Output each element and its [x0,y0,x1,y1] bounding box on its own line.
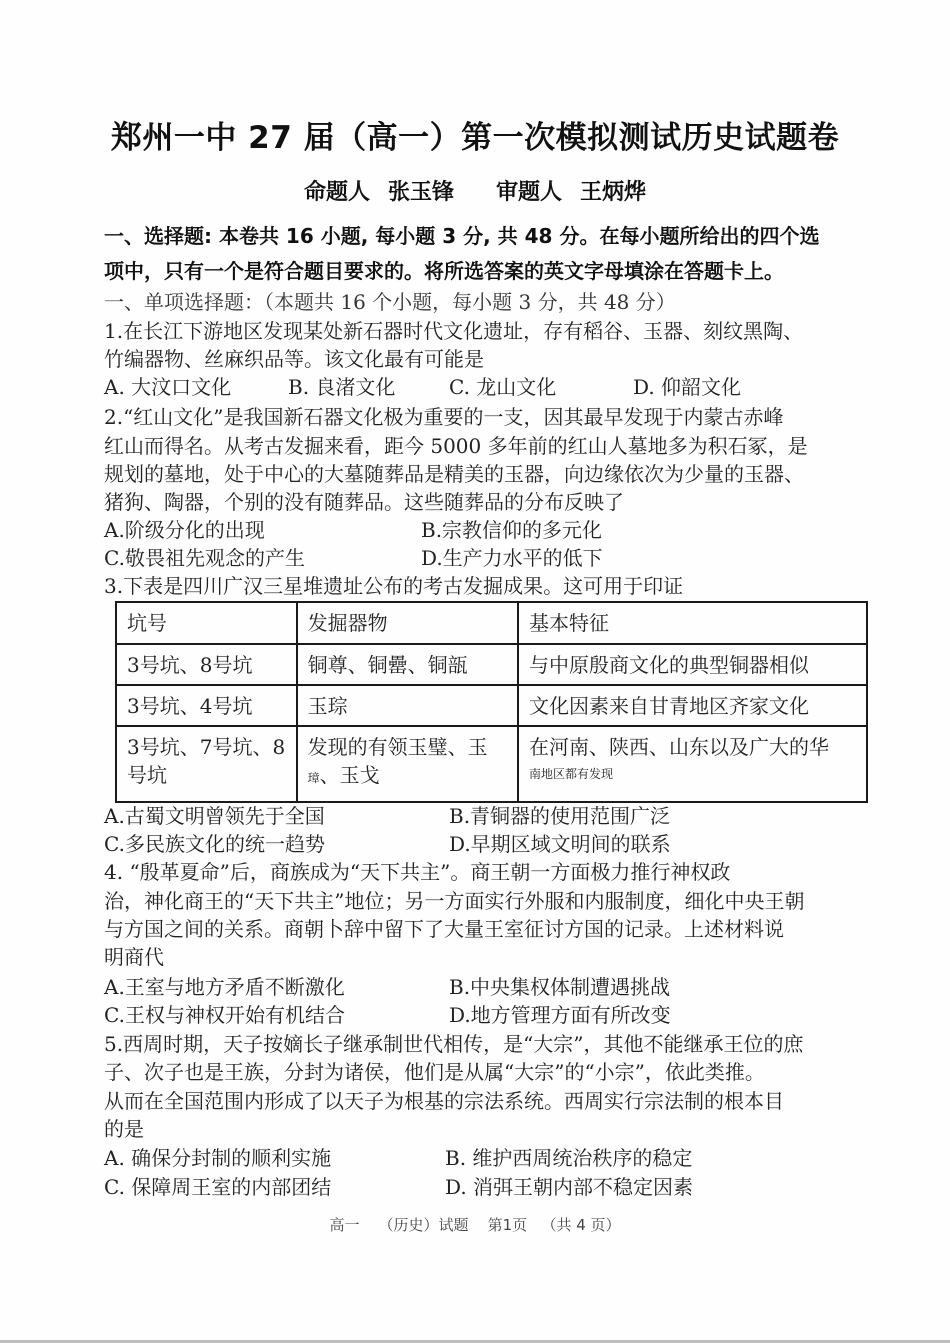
section-subheading: 一、单项选择题：（本题共 16 个小题，每小题 3 分，共 48 分） [104,290,676,314]
table-cell-line: 在河南、陕西、山东以及广大的华 [529,735,829,759]
reviewer-label: 审题人 [496,180,563,205]
question-5-option-b[interactable]: B. 维护西周统治秩序的稳定 [445,1146,693,1170]
table-cell: 文化因素来自甘青地区齐家文化 [518,685,867,726]
question-1-stem-line-1: 1.在长江下游地区发现某处新石器时代文化遗址，存有稻谷、玉器、刻纹黑陶、 [104,319,804,343]
question-5-option-c[interactable]: C. 保障周王室的内部团结 [104,1175,332,1199]
table-cell: 铜尊、铜罍、铜瓿 [297,644,518,685]
table-row [116,685,867,726]
question-3-option-b[interactable]: B.青铜器的使用范围广泛 [449,804,671,828]
question-1-option-c[interactable]: C. 龙山文化 [449,375,557,399]
page-title: 郑州一中 27 届（高一）第一次模拟测试历史试题卷 [110,120,840,156]
question-4-option-b[interactable]: B.中央集权体制遭遇挑战 [449,975,671,999]
question-3-option-a[interactable]: A.古蜀文明曾领先于全国 [104,804,325,828]
question-1-option-d[interactable]: D. 仰韶文化 [633,375,742,399]
question-3-option-c[interactable]: C.多民族文化的统一趋势 [104,832,325,856]
table-cell [116,726,297,802]
section-instructions-line-2: 项中，只有一个是符合题目要求的。将所选答案的英文字母填涂在答题卡上。 [104,259,784,283]
table-row [116,726,867,802]
reviewer-name: 王炳烨 [580,180,647,205]
table-cell: 玉琮 [297,685,518,726]
setter-label: 命题人 [303,180,370,205]
excavation-table [115,601,868,803]
question-5-stem-line-4: 的是 [104,1117,144,1141]
question-2-stem-line-1: 2.“红山文化”是我国新石器文化极为重要的一支，因其最早发现于内蒙古赤峰 [104,405,784,429]
section-instructions-line-1: 一、选择题: 本卷共 16 小题, 每小题 3 分, 共 48 分。在每小题所给出的四个选 [104,224,820,248]
question-2-stem-line-4: 猪狗、陶器，个别的没有随葬品。这些随葬品的分布反映了 [104,490,624,514]
question-2-stem-line-2: 红山而得名。从考古发掘来看，距今 5000 多年前的红山人墓地多为积石冢，是 [104,434,808,458]
table-cell-line: 号坑 [127,763,167,787]
question-4-option-c[interactable]: C.王权与神权开始有机结合 [104,1003,345,1027]
question-5-option-a[interactable]: A. 确保分封制的顺利实施 [104,1146,332,1170]
question-5-stem-line-2: 子、次子也是王族，分封为诸侯，他们是从属“大宗”的“小宗”，依此类推。 [104,1060,765,1084]
table-cell-small-text: 南地区都有发现 [529,767,614,781]
question-1-option-a[interactable]: A. 大汶口文化 [104,375,232,399]
table-header-cell: 发掘器物 [297,602,518,644]
question-3-stem-line-1: 3.下表是四川广汉三星堆遗址公布的考古发掘成果。这可用于印证 [104,574,684,598]
question-4-stem-line-3: 与方国之间的关系。商朝卜辞中留下了大量王室征讨方国的记录。上述材料说 [104,917,784,941]
table-header-row [116,602,867,644]
question-4-stem-line-1: 4. “殷革夏命”后，商族成为“天下共主”。商王朝一方面极力推行神权政 [104,860,731,884]
question-4-stem-line-4: 明商代 [104,945,164,969]
question-2-option-d[interactable]: D.生产力水平的低下 [421,546,603,570]
table-cell-line: 3号坑、7号坑、8 [127,735,286,759]
authors-line [0,175,950,206]
table-cell: 3号坑、4号坑 [116,685,297,726]
table-cell: 3号坑、8号坑 [116,644,297,685]
question-2-option-a[interactable]: A.阶级分化的出现 [104,518,265,542]
question-5-stem-line-3: 从而在全国范围内形成了以天子为根基的宗法系统。西周实行宗法制的根本目 [104,1089,784,1113]
table-cell-small-text: 璋 [307,771,320,785]
table-header-cell: 基本特征 [518,602,867,644]
question-4-option-a[interactable]: A.王室与地方矛盾不断激化 [104,975,345,999]
table-cell [518,726,867,802]
table-cell-text: 、玉戈 [319,763,380,787]
question-4-option-d[interactable]: D.地方管理方面有所改变 [449,1003,671,1027]
question-2-option-c[interactable]: C.敬畏祖先观念的产生 [104,546,305,570]
table-cell-line [308,761,507,789]
table-cell [297,726,518,802]
table-header-cell: 坑号 [116,602,297,644]
question-5-option-d[interactable]: D. 消弭王朝内部不稳定因素 [445,1175,694,1199]
question-5-stem-line-1: 5.西周时期，天子按嫡长子继承制世代相传，是“大宗”，其他不能继承王位的庶 [104,1032,804,1056]
question-1-stem-line-2: 竹编器物、丝麻织品等。该文化最有可能是 [104,347,484,371]
question-4-stem-line-2: 治，神化商王的“天下共主”地位；另一方面实行外服和内服制度，细化中央王朝 [104,889,805,913]
setter-name: 张玉锋 [387,180,454,205]
page-footer: 高一 （历史）试题 第1页 （共 4 页） [329,1216,621,1234]
question-2-option-b[interactable]: B.宗教信仰的多元化 [421,518,603,542]
table-cell: 与中原殷商文化的典型铜器相似 [518,644,867,685]
question-3-option-d[interactable]: D.早期区域文明间的联系 [449,832,671,856]
question-1-option-b[interactable]: B. 良渚文化 [288,375,396,399]
table-cell-line: 发现的有领玉璧、玉 [307,735,488,759]
table-row [116,644,867,685]
question-2-stem-line-3: 规划的墓地，处于中心的大墓随葬品是精美的玉器，向边缘依次为少量的玉器、 [104,462,804,486]
